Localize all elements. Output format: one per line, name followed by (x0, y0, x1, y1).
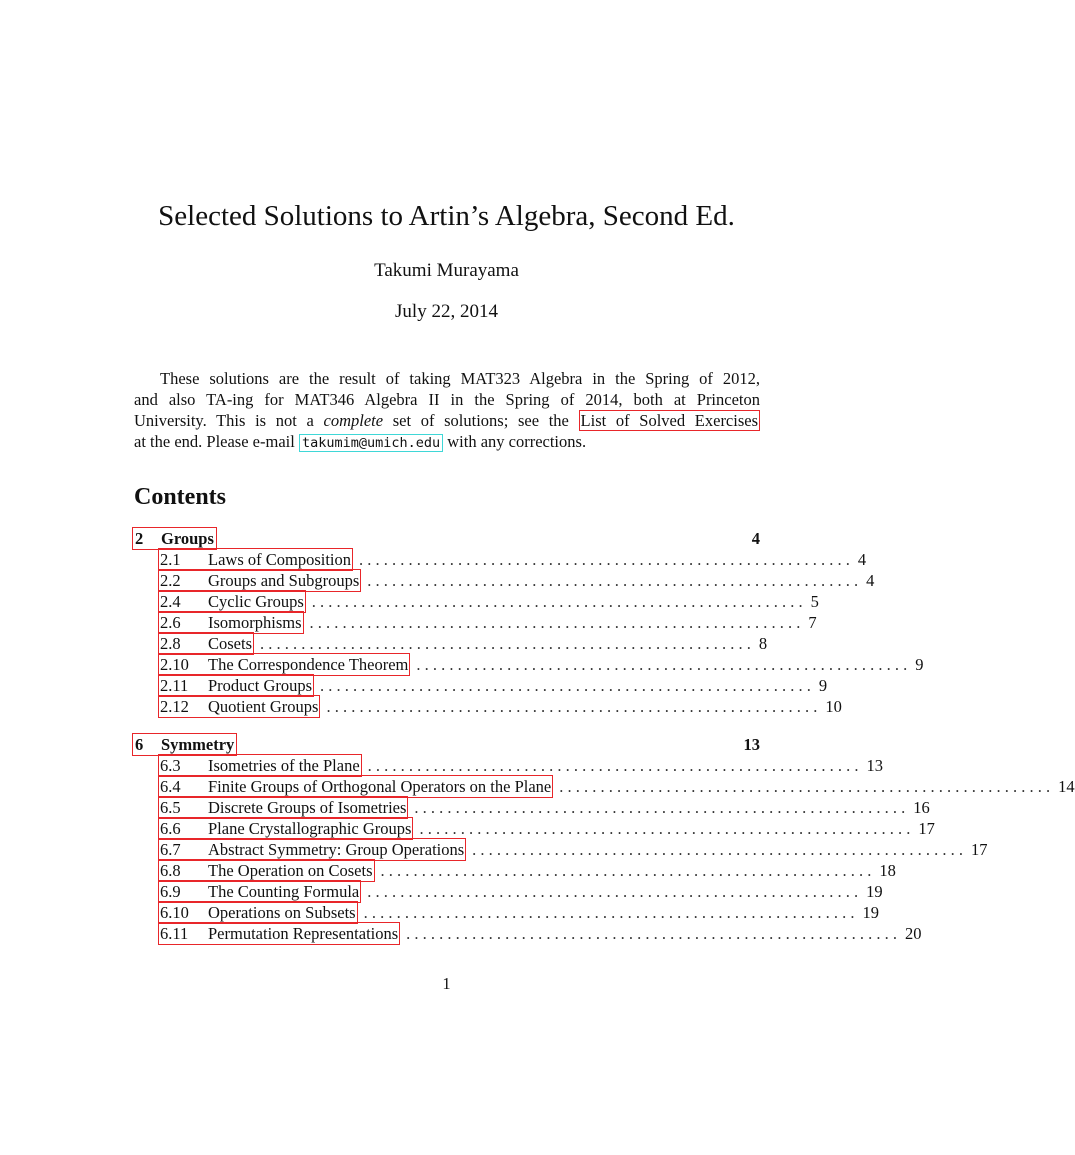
toc-subsection-page: 4 (857, 550, 867, 569)
toc-subsection-title: Operations on Subsets (208, 903, 356, 922)
toc-subsection-title: The Correspondence Theorem (208, 655, 409, 674)
solved-exercises-link[interactable]: List of Solved Exercises (580, 411, 759, 430)
contents-heading: Contents (134, 484, 227, 510)
toc-subsection-row (134, 797, 930, 818)
toc-subsection-title: Finite Groups of Orthogonal Operators on the Plane (208, 777, 552, 796)
toc-subsection-link[interactable] (158, 775, 553, 798)
toc-subsection-title: Groups and Subgroups (208, 571, 360, 590)
toc-subsection-number: 6.9 (160, 882, 181, 901)
toc-leader-dots: . . . . . . . . . . . . . . . . . . . . . . . . . . . . . . . . . . . . . . . . . . . . . . . . . . . . . . . . . . . . (309, 613, 801, 632)
toc-subsection-title: Laws of Composition (208, 550, 351, 569)
toc-subsection-link[interactable] (158, 796, 408, 819)
toc-section-page: 4 (751, 529, 760, 548)
abstract-text: set of solutions; see the (392, 411, 569, 430)
toc-subsection-page: 4 (866, 571, 875, 590)
toc-subsection-page: 13 (866, 756, 884, 775)
abstract (134, 368, 760, 454)
toc-subsection-link[interactable] (158, 922, 400, 945)
toc-leader-dots: . . . . . . . . . . . . . . . . . . . . . . . . . . . . . . . . . . . . . . . . . . . . . . . . . . . . . . . . . . . . (311, 592, 803, 611)
toc-subsection-title: The Operation on Cosets (208, 861, 373, 880)
toc-section-number: 2 (135, 529, 144, 548)
toc-subsection-row (134, 818, 935, 839)
toc-subsection-number: 6.7 (160, 840, 181, 859)
toc-leader-dots: . . . . . . . . . . . . . . . . . . . . . . . . . . . . . . . . . . . . . . . . . . . . . . . . . . . . . . . . . . . . (359, 550, 850, 569)
toc-leader-dots: . . . . . . . . . . . . . . . . . . . . . . . . . . . . . . . . . . . . . . . . . . . . . . . . . . . . . . . . . . . . (559, 777, 1051, 796)
toc-section-link[interactable] (132, 733, 237, 756)
toc-subsection-number: 6.5 (160, 798, 181, 817)
document-title: Selected Solutions to Artin’s Algebra, Second Ed. (158, 200, 735, 232)
toc-subsection-number: 6.3 (160, 756, 181, 775)
toc-subsection-link[interactable] (158, 674, 314, 697)
toc-subsection-page: 17 (971, 840, 988, 859)
toc-subsection-link[interactable] (158, 590, 306, 613)
toc-subsection-row (134, 549, 867, 570)
toc-subsection-row (134, 755, 884, 776)
toc-subsection-number: 2.11 (160, 676, 189, 695)
toc-subsection-page: 18 (879, 861, 896, 880)
toc-leader-dots: . . . . . . . . . . . . . . . . . . . . . . . . . . . . . . . . . . . . . . . . . . . . . . . . . . . . . . . . . . . . (472, 840, 964, 859)
abstract-text: with any corrections. (447, 432, 587, 451)
toc-subsection-page: 7 (808, 613, 817, 632)
toc-leader-dots: . . . . . . . . . . . . . . . . . . . . . . . . . . . . . . . . . . . . . . . . . . . . . . . . . . . . . . . . . . . . (363, 903, 855, 922)
toc-subsection-row (134, 612, 817, 633)
abstract-line-1: These solutions are the result of taking MAT323 Algebra in the Spring of 2012, (160, 369, 760, 388)
toc-section-title: Groups (161, 529, 214, 548)
toc-subsection-link[interactable] (158, 817, 413, 840)
toc-subsection-page: 10 (825, 697, 842, 716)
toc-subsection-row (134, 776, 1075, 797)
toc-subsection-link[interactable] (158, 901, 358, 924)
toc-leader-dots: . . . . . . . . . . . . . . . . . . . . . . . . . . . . . . . . . . . . . . . . . . . . . . . . . . . . . . . . . . . . (380, 861, 872, 880)
toc-subsection-title: Quotient Groups (208, 697, 319, 716)
table-of-contents (134, 528, 1075, 944)
toc-subsection-link[interactable] (158, 611, 304, 634)
email-link[interactable]: takumim@umich.edu (299, 434, 443, 452)
toc-subsection-title: Isomorphisms (208, 613, 302, 632)
toc-subsection-row (134, 591, 819, 612)
toc-subsection-row (134, 902, 879, 923)
toc-subsection-title: Discrete Groups of Isometries (208, 798, 407, 817)
toc-leader-dots: . . . . . . . . . . . . . . . . . . . . . . . . . . . . . . . . . . . . . . . . . . . . . . . . . . . . . . . . . . . . (320, 676, 811, 695)
toc-subsection-link[interactable] (158, 695, 320, 718)
toc-subsection-page: 5 (810, 592, 819, 611)
toc-subsection-link[interactable] (158, 838, 466, 861)
toc-subsection-title: Isometries of the Plane (208, 756, 360, 775)
toc-subsection-number: 2.1 (160, 550, 181, 569)
page-number: 1 (442, 974, 451, 993)
toc-subsection-title: Cosets (208, 634, 253, 653)
toc-subsection-title: Plane Crystallographic Groups (208, 819, 412, 838)
toc-section-number: 6 (135, 735, 144, 754)
toc-subsection-row (134, 881, 883, 902)
toc-section-title: Symmetry (161, 735, 235, 754)
toc-subsection-title: The Counting Formula (208, 882, 360, 901)
toc-subsection-link[interactable] (158, 880, 361, 903)
toc-subsection-link[interactable] (158, 653, 410, 676)
toc-subsection-page: 9 (915, 655, 924, 674)
toc-subsection-number: 6.8 (160, 861, 181, 880)
toc-leader-dots: . . . . . . . . . . . . . . . . . . . . . . . . . . . . . . . . . . . . . . . . . . . . . . . . . . . . . . . . . . . . (260, 634, 751, 653)
toc-section-link[interactable] (132, 527, 217, 550)
toc-subsection-title: Product Groups (208, 676, 313, 695)
toc-subsection-page: 20 (905, 924, 922, 943)
abstract-text: at the end. Please e-mail (134, 432, 295, 451)
toc-subsection-title: Permutation Representations (208, 924, 399, 943)
toc-section-page: 13 (743, 735, 760, 754)
toc-subsection-number: 2.10 (160, 655, 189, 674)
toc-subsection-link[interactable] (158, 632, 254, 655)
toc-subsection-page: 8 (758, 634, 768, 653)
abstract-line-2: and also TA-ing for MAT346 Algebra II in the Spring of 2014, both at Princeton (134, 390, 760, 409)
toc-subsection-title: Cyclic Groups (208, 592, 304, 611)
toc-subsection-number: 2.2 (160, 571, 181, 590)
toc-subsection-row (134, 923, 922, 944)
toc-subsection-row (134, 675, 828, 696)
toc-subsection-number: 6.4 (160, 777, 181, 796)
toc-subsection-page: 9 (818, 676, 828, 695)
toc-subsection-page: 14 (1058, 777, 1075, 796)
document-date: July 22, 2014 (395, 301, 498, 322)
document-author: Takumi Murayama (374, 260, 519, 281)
toc-subsection-number: 6.10 (160, 903, 189, 922)
toc-subsection-link[interactable] (158, 754, 362, 777)
toc-subsection-row (134, 696, 842, 717)
toc-subsection-page: 16 (913, 798, 930, 817)
toc-leader-dots: . . . . . . . . . . . . . . . . . . . . . . . . . . . . . . . . . . . . . . . . . . . . . . . . . . . . . . . . . . . . (419, 819, 911, 838)
toc-subsection-number: 2.4 (160, 592, 181, 611)
abstract-emphasis: complete (323, 411, 384, 430)
toc-subsection-number: 2.6 (160, 613, 181, 632)
toc-leader-dots: . . . . . . . . . . . . . . . . . . . . . . . . . . . . . . . . . . . . . . . . . . . . . . . . . . . . . . . . . . . . (416, 655, 908, 674)
toc-subsection-link[interactable] (158, 548, 353, 571)
toc-subsection-row (134, 570, 875, 591)
toc-subsection-row (134, 839, 988, 860)
toc-subsection-number: 2.12 (160, 697, 189, 716)
abstract-line-3 (134, 410, 760, 431)
toc-subsection-row (134, 654, 924, 675)
abstract-line-4 (134, 431, 760, 454)
toc-subsection-link[interactable] (158, 859, 375, 882)
toc-subsection-number: 6.6 (160, 819, 181, 838)
toc-subsection-page: 17 (918, 819, 935, 838)
toc-subsection-link[interactable] (158, 569, 361, 592)
toc-leader-dots: . . . . . . . . . . . . . . . . . . . . . . . . . . . . . . . . . . . . . . . . . . . . . . . . . . . . . . . . . . . . (414, 798, 906, 817)
toc-leader-dots: . . . . . . . . . . . . . . . . . . . . . . . . . . . . . . . . . . . . . . . . . . . . . . . . . . . . . . . . . . . . (367, 756, 859, 775)
toc-subsection-page: 19 (862, 903, 879, 922)
toc-subsection-page: 19 (866, 882, 883, 901)
toc-subsection-row (134, 860, 896, 881)
abstract-text: University. This is not a (134, 411, 314, 430)
toc-leader-dots: . . . . . . . . . . . . . . . . . . . . . . . . . . . . . . . . . . . . . . . . . . . . . . . . . . . . . . . . . . . . (326, 697, 818, 716)
toc-subsection-number: 6.11 (160, 924, 189, 943)
toc-subsection-number: 2.8 (160, 634, 181, 653)
toc-section-groups (134, 528, 760, 549)
toc-leader-dots: . . . . . . . . . . . . . . . . . . . . . . . . . . . . . . . . . . . . . . . . . . . . . . . . . . . . . . . . . . . . (406, 924, 898, 943)
toc-subsection-title: Abstract Symmetry: Group Operations (208, 840, 465, 859)
toc-section-symmetry (134, 734, 760, 755)
toc-subsection-row (134, 633, 768, 654)
toc-leader-dots: . . . . . . . . . . . . . . . . . . . . . . . . . . . . . . . . . . . . . . . . . . . . . . . . . . . . . . . . . . . . (367, 571, 859, 590)
toc-leader-dots: . . . . . . . . . . . . . . . . . . . . . . . . . . . . . . . . . . . . . . . . . . . . . . . . . . . . . . . . . . . . (367, 882, 859, 901)
